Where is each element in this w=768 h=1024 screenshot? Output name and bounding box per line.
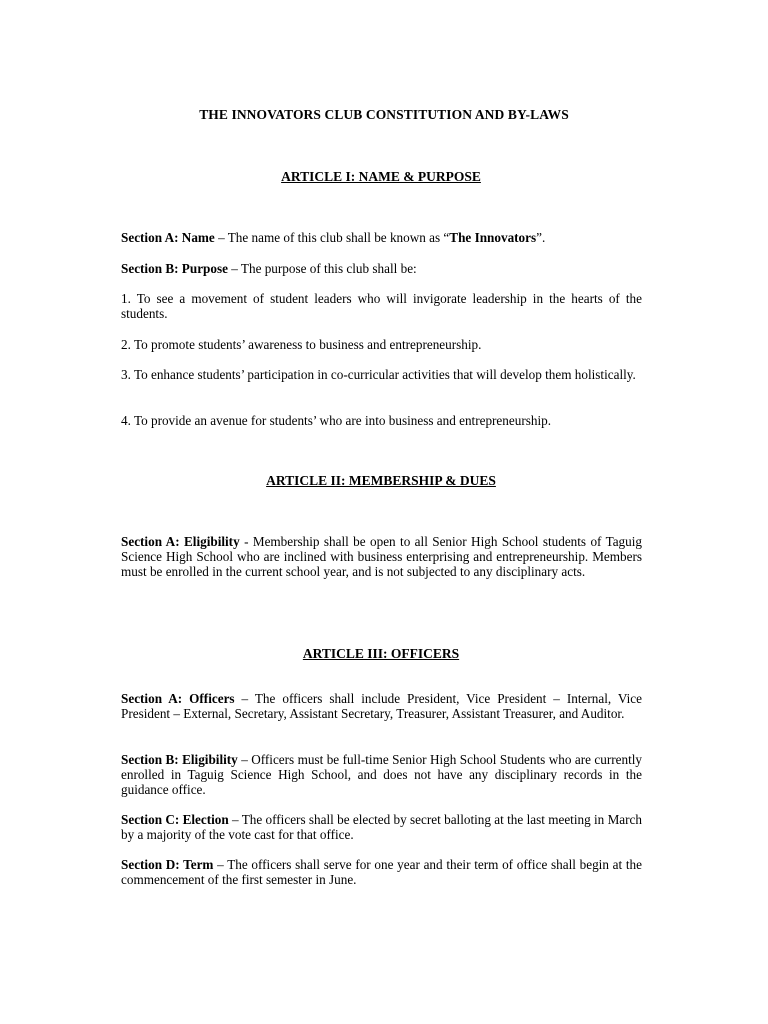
section-text: – The name of this club shall be known as “ [214, 230, 450, 245]
purpose-item-2: 2. To promote students’ awareness to business and entrepreneurship. [121, 337, 482, 352]
article-2-heading: ARTICLE II: MEMBERSHIP & DUES [266, 473, 496, 488]
section-label: Section D: Term [121, 857, 214, 872]
club-name: The Innovators [449, 230, 537, 245]
article-3-section-d [121, 857, 642, 887]
article-3-heading: ARTICLE III: OFFICERS [302, 646, 460, 661]
article-1-heading: ARTICLE I: NAME & PURPOSE [281, 169, 481, 184]
section-text: – The officers shall include President, Vice President – Internal, Vice President – External, Secretary, Assistant Secretary, Treasurer, Assistant Treasurer, and Auditor. [121, 691, 642, 722]
purpose-item-3: 3. To enhance students’ participation in co-curricular activities that will develop them holistically. [121, 367, 636, 382]
section-text: - Membership shall be open to all Senior High School students of Taguig Science High School who are inclined with business enterprising and entrepreneurship. Members must be enrolled in the current school year, and is not subjected to any disciplinary acts. [121, 534, 643, 580]
article-3-section-a [121, 691, 642, 721]
section-text: – The purpose of this club shall be: [227, 261, 417, 276]
document-title: THE INNOVATORS CLUB CONSTITUTION AND BY-LAWS [199, 107, 569, 122]
section-text: – Officers must be full-time Senior High School Students who are currently enrolled in Taguig Science High School, and does not have any disciplinary records in the guidance office. [121, 752, 642, 798]
section-label: Section C: Election [121, 812, 229, 827]
section-label: Section A: Eligibility [121, 534, 240, 549]
section-label: Section B: Purpose [121, 261, 228, 276]
article-1-section-b [121, 261, 642, 276]
purpose-item-4: 4. To provide an avenue for students’ who are into business and entrepreneurship. [121, 413, 551, 428]
section-text: – The officers shall be elected by secret balloting at the last meeting in March by a majority of the vote cast for that office. [121, 812, 642, 843]
section-text: – The officers shall serve for one year and their term of office shall begin at the commencement of the first semester in June. [121, 857, 642, 888]
section-label: Section A: Officers [121, 691, 235, 706]
article-3-section-c [121, 812, 642, 842]
article-2-section-a [121, 534, 642, 580]
section-text: ”. [536, 230, 546, 245]
article-1-section-a [121, 230, 642, 245]
section-label: Section A: Name [121, 230, 215, 245]
article-3-section-b [121, 752, 642, 798]
section-label: Section B: Eligibility [121, 752, 238, 767]
purpose-item-1: 1. To see a movement of student leaders who will invigorate leadership in the hearts of the students. [121, 291, 642, 322]
